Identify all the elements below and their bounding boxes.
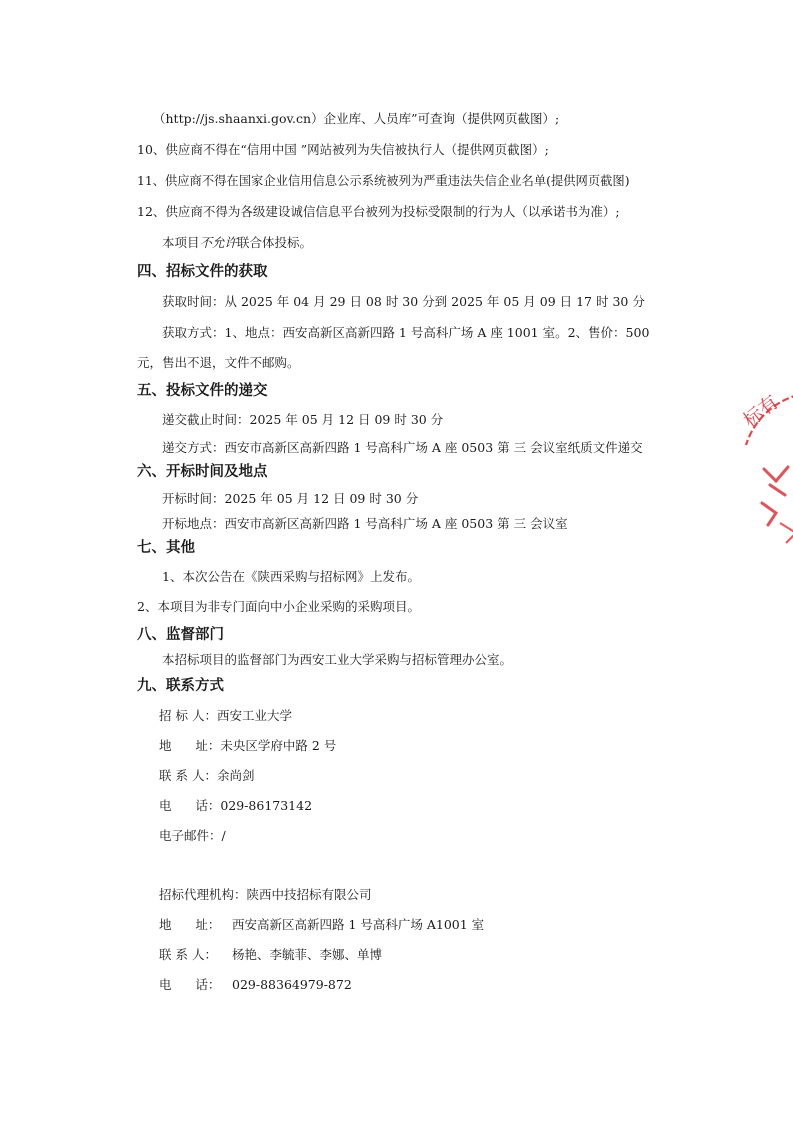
section-4-heading: 四、招标文件的获取 [137,264,268,280]
section-8-heading: 八、监督部门 [137,627,224,643]
submit-deadline: 递交截止时间：2025 年 05 月 12 日 09 时 30 分 [162,412,444,427]
agent-contact-label: 联 系 人： [159,947,217,962]
consortium-note-suffix: 联合体投标。 [237,235,313,250]
section-5-heading: 五、投标文件的递交 [137,383,268,399]
supervision-text: 本招标项目的监督部门为西安工业大学采购与招标管理办公室。 [162,652,513,667]
req-item-12: 12、供应商不得为各级建设诚信信息平台被列为投标受限制的行为人（以承诺书为准）; [137,204,620,219]
req-item-10: 10、供应商不得在“信用中国 ”网站被列为失信被执行人（提供网页截图）; [137,142,549,157]
agent-name: 招标代理机构：陕西中技招标有限公司 [159,887,372,902]
opening-time: 开标时间：2025 年 05 月 12 日 09 时 30 分 [162,491,419,506]
obtain-time: 获取时间：从 2025 年 04 月 29 日 08 时 30 分到 2025 年 05 月 09 日 17 时 30 分 [162,294,645,309]
consortium-note-prefix: 本项目 [162,235,200,250]
other-item-2: 2、本项目为非专门面向中小企业采购的采购项目。 [137,599,420,614]
agent-phone-label: 电 话： [159,977,221,992]
other-item-1: 1、本次公告在《陕西采购与招标网》上发布。 [162,569,420,584]
consortium-note [162,235,312,251]
buyer-email: 电子邮件：/ [159,828,226,843]
req-line-continued: （http://js.shaanxi.gov.cn）企业库、人员库”可查询（提供网页截图）; [153,111,560,126]
agent-address-label: 地 址： [159,917,221,932]
stamp-lettering: 标有 [739,391,783,432]
buyer-contact: 联 系 人：余尚剑 [159,768,255,783]
buyer-name: 招 标 人：西安工业大学 [159,708,292,723]
buyer-phone: 电 话：029-86173142 [159,798,313,813]
agent-contact: 杨艳、李毓菲、李娜、单博 [232,947,383,962]
buyer-address: 地 址：未央区学府中路 2 号 [159,738,337,753]
agent-address: 西安高新区高新四路 1 号高科广场 A1001 室 [232,917,485,932]
red-seal-stamp [738,385,793,555]
obtain-method-continued: 元，售出不退，文件不邮购。 [137,355,300,370]
obtain-method: 获取方式：1、地点：西安高新区高新四路 1 号高科广场 A 座 1001 室。2、售价：500 [162,325,650,340]
submit-method: 递交方式：西安市高新区高新四路 1 号高科广场 A 座 0503 第 三 会议室纸质文件递交 [162,440,643,455]
section-6-heading: 六、开标时间及地点 [137,464,268,480]
section-7-heading: 七、其他 [137,540,195,556]
agent-phone: 029-88364979-872 [232,977,352,992]
opening-place: 开标地点：西安市高新区高新四路 1 号高科广场 A 座 0503 第 三 会议室 [162,516,568,531]
consortium-not-allowed: 不允许 [199,235,238,250]
section-9-heading: 九、联系方式 [137,678,224,694]
req-item-11: 11、供应商不得在国家企业信用信息公示系统被列为严重违法失信企业名单(提供网页截图) [137,174,630,188]
